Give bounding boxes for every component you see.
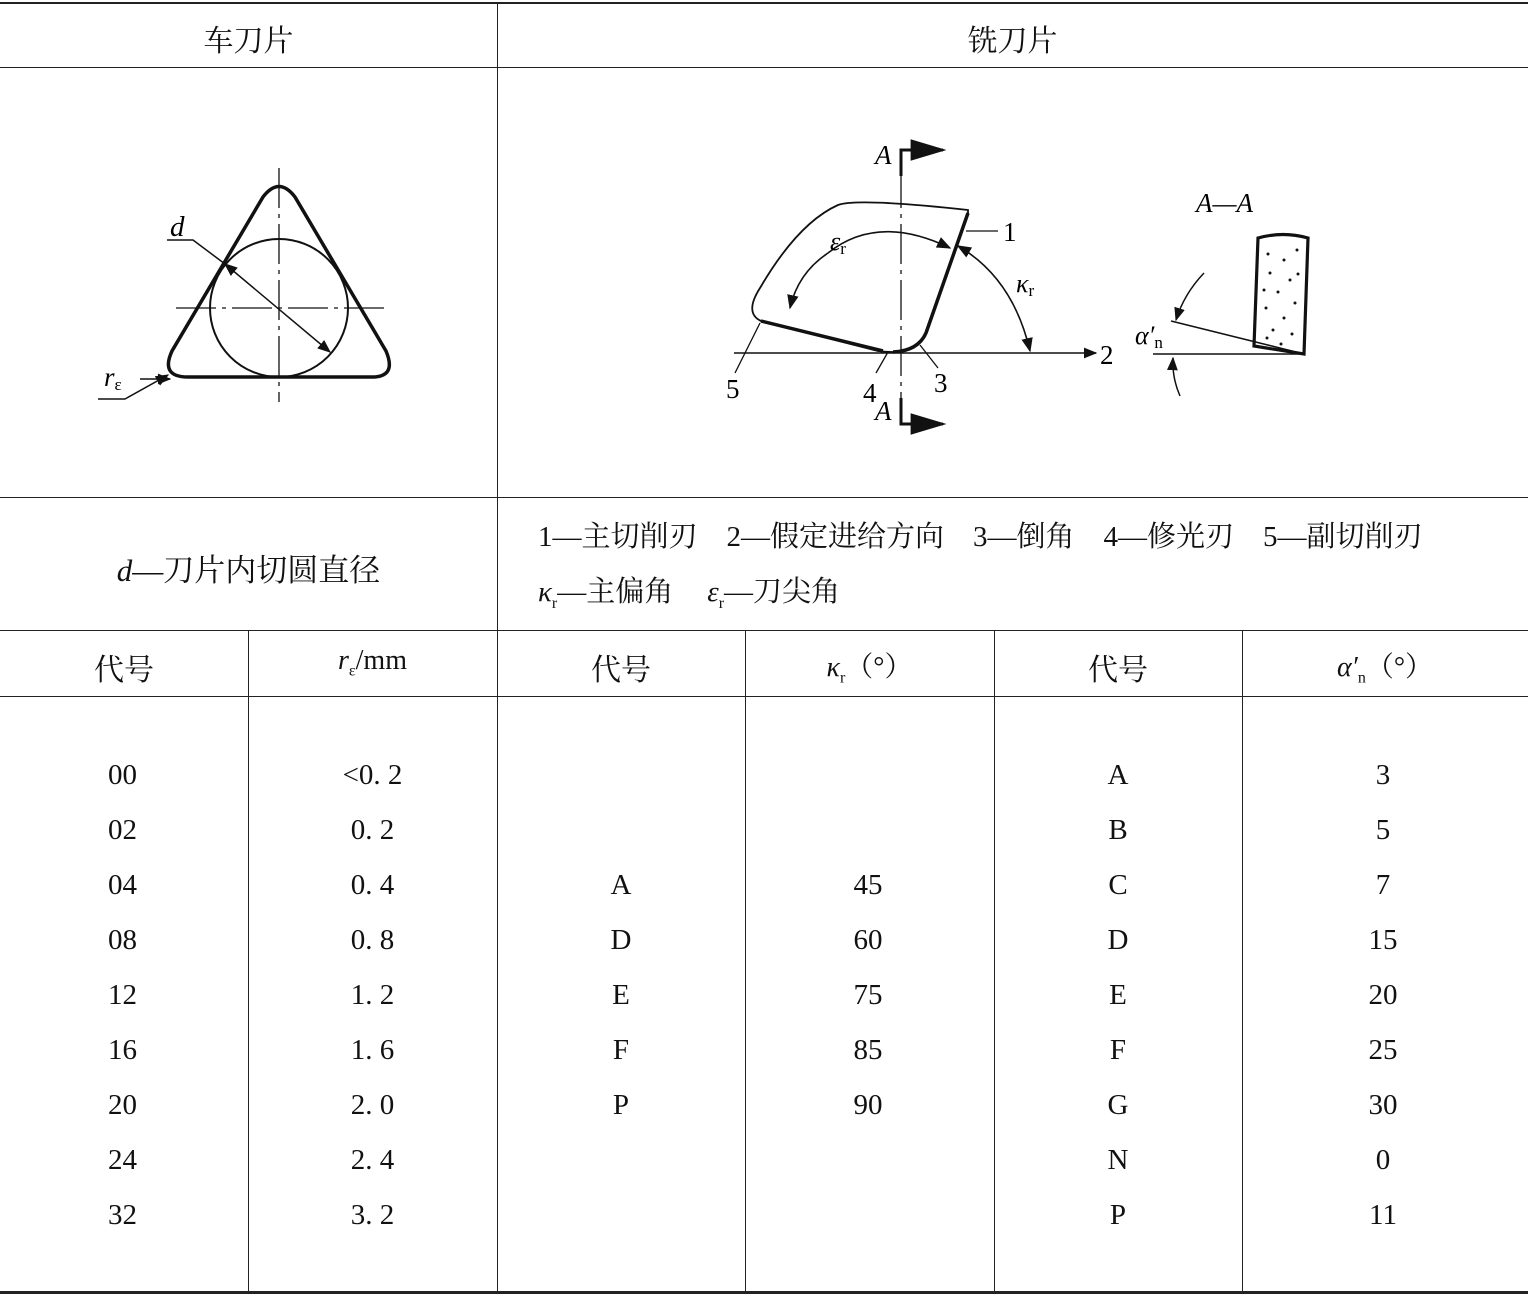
table-cell: D [1107, 924, 1129, 956]
table-cell: B [1108, 814, 1128, 846]
kappa-label: κr [1016, 269, 1035, 300]
legend-divider [0, 630, 1528, 631]
column-header-divider [0, 696, 1528, 697]
lead-angle-sub: r [839, 669, 846, 687]
column-radius-code [0, 748, 245, 1243]
table-cell: 25 [1368, 1034, 1398, 1066]
main-cutting-edge [926, 213, 968, 333]
column-lead-code [497, 748, 745, 1243]
legend-epsilon-text: —刀尖角 [724, 576, 841, 608]
figure-divider [0, 497, 1528, 498]
table-cell: A [1107, 759, 1129, 791]
d-label: d [170, 211, 185, 243]
secondary-cutting-edge [761, 321, 883, 351]
legend-kappa: κ [538, 576, 552, 608]
corner-radius-unit: /mm [355, 645, 407, 676]
table-cell [745, 1133, 991, 1188]
table-cell: 20 [1368, 979, 1398, 1011]
epsilon-label: εr [830, 227, 846, 258]
legend-epsilon: ε [707, 576, 719, 608]
lead-angle-symbol: κ [826, 652, 840, 683]
col-header-clearance-angle [1242, 645, 1528, 688]
table-cell: 15 [1368, 924, 1398, 956]
legend-epsilon-sub: r [718, 594, 725, 612]
table-cell: 0. 2 [350, 814, 395, 846]
clearance-angle-unit: （°） [1365, 652, 1434, 683]
table-cell [745, 803, 991, 858]
table-cell: 00 [108, 759, 137, 791]
main-lead-angle-arc [958, 246, 1030, 351]
table-cell: 04 [108, 869, 137, 901]
table-cell: 12 [108, 979, 137, 1011]
table-cell: 3 [1375, 759, 1391, 791]
table-cell: 02 [108, 814, 137, 846]
d-leader-line [167, 240, 225, 264]
section-label-bottom: A [875, 396, 892, 426]
section-title: A—A [1196, 188, 1253, 218]
column-radius-value [248, 748, 497, 1243]
table-cell: 20 [108, 1089, 137, 1121]
table-cell: 3. 2 [350, 1199, 395, 1231]
label-5: 5 [726, 374, 740, 404]
table-cell: 16 [108, 1034, 137, 1066]
section-mark-bottom [901, 398, 943, 424]
table-cell: P [612, 1089, 630, 1121]
table-cell: 45 [853, 869, 883, 901]
table-cell: <0. 2 [342, 759, 403, 791]
table-cell [497, 748, 745, 803]
turning-legend [0, 545, 497, 590]
section-mark-top [901, 150, 943, 176]
col-header-code-2: 代号 [591, 654, 651, 687]
turning-insert-diagram [0, 68, 497, 497]
alpha-label: α′n [1135, 321, 1163, 352]
section-insert-body [1254, 235, 1308, 355]
tool-nose-angle-arc [790, 232, 950, 308]
table-cell: G [1107, 1089, 1129, 1121]
table-cell: C [1108, 869, 1128, 901]
col-header-code-3: 代号 [1088, 654, 1148, 687]
clearance-angle-arc-top [1176, 273, 1204, 320]
corner-radius-sub: ε [348, 662, 356, 680]
col-header-corner-radius [248, 645, 497, 681]
table-bottom-border [0, 1291, 1528, 1294]
table-cell: F [612, 1034, 630, 1066]
label-2: 2 [1100, 340, 1114, 370]
table-top-border [0, 2, 1528, 4]
table-cell: 2. 0 [350, 1089, 395, 1121]
table-cell: 32 [108, 1199, 137, 1231]
table-cell [497, 803, 745, 858]
label-1: 1 [1003, 217, 1017, 247]
legend-kappa-sub: r [551, 594, 558, 612]
column-clearance-code [994, 748, 1242, 1243]
table-cell: 1. 6 [350, 1034, 395, 1066]
label-4: 4 [863, 378, 877, 408]
table-cell: D [610, 924, 632, 956]
table-cell [745, 1188, 991, 1243]
table-cell: 1. 2 [350, 979, 395, 1011]
table-cell: 7 [1375, 869, 1391, 901]
table-cell [497, 1133, 745, 1188]
milling-insert-outline [752, 202, 968, 352]
col-header-code-1: 代号 [94, 654, 154, 687]
table-cell [745, 748, 991, 803]
corner-radius-symbol: r [338, 645, 349, 676]
table-cell: 24 [108, 1144, 137, 1176]
table-cell: A [610, 869, 632, 901]
column-lead-angle [745, 748, 991, 1243]
clearance-angle-sub: n [1357, 669, 1366, 687]
header-turning-insert: 车刀片 [203, 25, 294, 58]
table-cell: 90 [853, 1089, 883, 1121]
legend-kappa-text: —主偏角 [557, 576, 674, 608]
chamfer-edge [893, 333, 926, 352]
turning-legend-d: d [116, 553, 133, 588]
milling-legend-line-2 [538, 569, 840, 613]
col-header-lead-angle [745, 645, 994, 688]
table-cell: 08 [108, 924, 137, 956]
table-cell: E [612, 979, 630, 1011]
table-cell: E [1109, 979, 1127, 1011]
milling-legend-line-1: 1—主切削刃 2—假定进给方向 3—倒角 4—修光刃 5—副切削刃 [538, 521, 1423, 553]
section-hatch-dots [1263, 249, 1300, 346]
table-cell: 85 [853, 1034, 883, 1066]
clearance-angle-arc-bottom [1173, 358, 1180, 396]
label-3: 3 [934, 368, 948, 398]
lead-angle-unit: （°） [845, 652, 913, 683]
table-cell: 5 [1375, 814, 1391, 846]
table-cell: N [1107, 1144, 1129, 1176]
table-cell: 75 [853, 979, 883, 1011]
section-clearance-line [1171, 321, 1304, 354]
table-cell: 11 [1369, 1199, 1397, 1231]
table-cell [497, 1188, 745, 1243]
table-cell: 30 [1368, 1089, 1398, 1121]
column-clearance-angle [1242, 748, 1524, 1243]
table-cell: F [1109, 1034, 1127, 1066]
table-cell: 0. 4 [350, 869, 395, 901]
table-cell: P [1109, 1199, 1127, 1231]
table-cell: 2. 4 [350, 1144, 395, 1176]
section-label-top: A [875, 140, 892, 170]
table-cell: 0 [1375, 1144, 1391, 1176]
header-milling-insert: 铣刀片 [967, 25, 1058, 58]
table-cell: 0. 8 [350, 924, 395, 956]
turning-legend-text: —刀片内切圆直径 [132, 553, 381, 588]
r-label: rε [104, 362, 122, 394]
table-cell: 60 [853, 924, 883, 956]
milling-insert-diagram [498, 68, 1528, 497]
clearance-angle-symbol: α′ [1336, 652, 1358, 683]
